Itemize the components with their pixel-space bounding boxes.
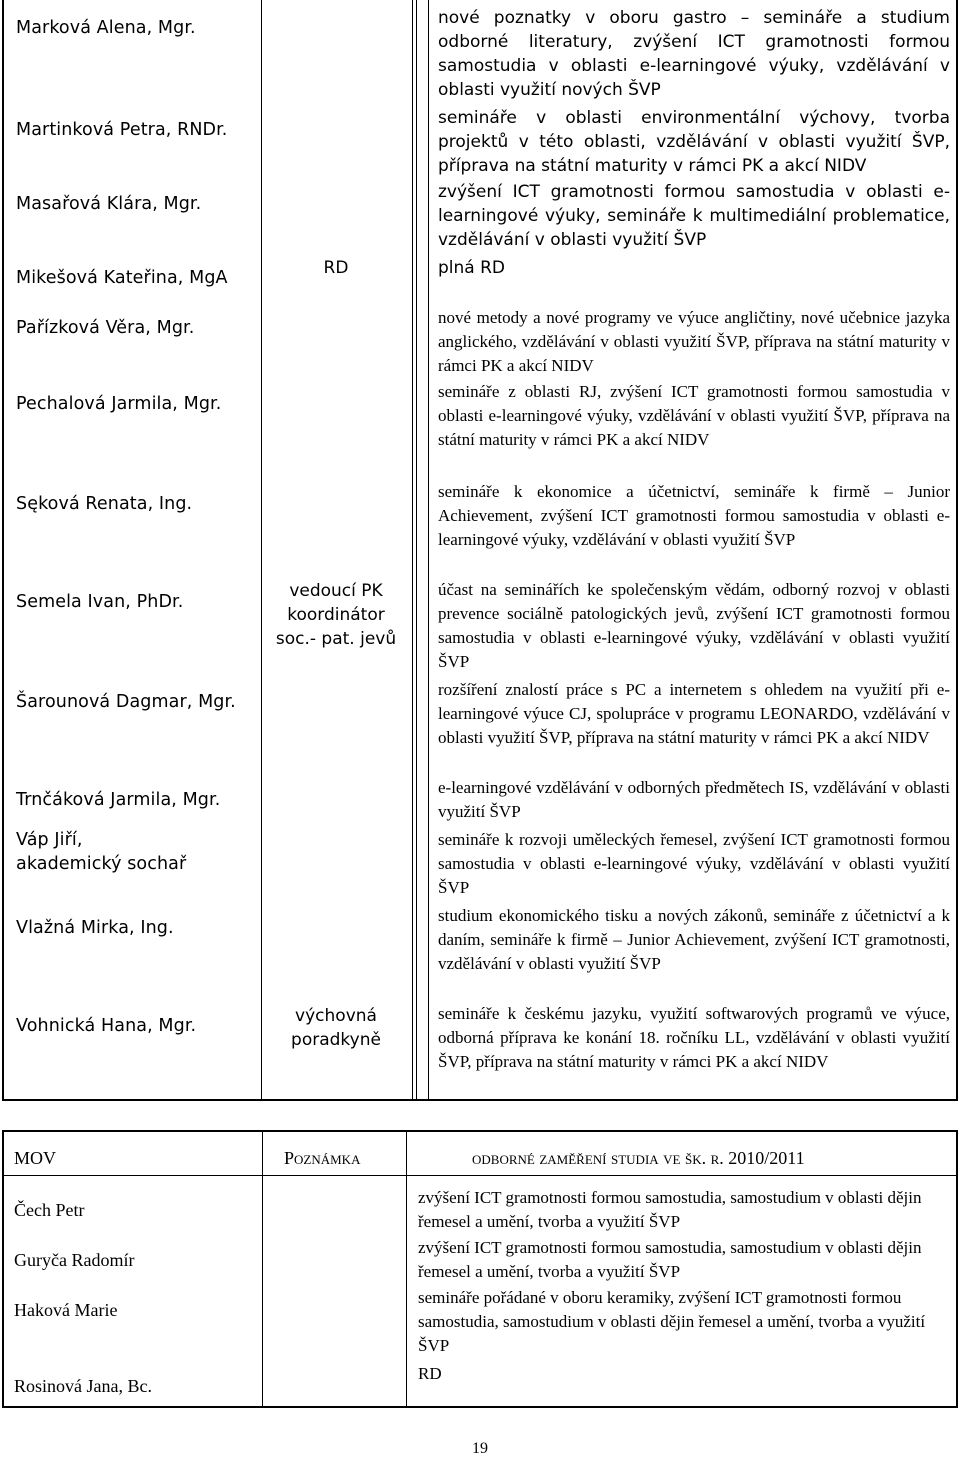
header-field bbox=[472, 1146, 805, 1170]
header-divider bbox=[4, 1175, 956, 1176]
mov-name: Haková Marie bbox=[14, 1300, 118, 1320]
header-field-year: 2010/2011 bbox=[728, 1148, 805, 1168]
staff-name: Vlažná Mirka, Ing. bbox=[16, 918, 174, 938]
staff-table bbox=[2, 0, 958, 1101]
staff-name: Šarounová Dagmar, Mgr. bbox=[16, 692, 236, 712]
training-description: semináře v oblasti environmentální výchovy, tvorba projektů v této oblasti, vzdělávání v oblasti využití ŠVP, příprava na státní maturity v rámci PK a akcí NIDV bbox=[438, 108, 950, 176]
training-description: semináře k českému jazyku, využití softwarových programů ve výuce, odborná příprava ke konání 18. ročníku LL, vzdělávání v oblasti využití ŠVP, příprava na státní maturity v rámci PK a akcí NIDV bbox=[438, 1004, 950, 1071]
staff-name: Vohnická Hana, Mgr. bbox=[16, 1016, 197, 1036]
header-mov: MOV bbox=[14, 1148, 57, 1168]
training-description: semináře z oblasti RJ, zvýšení ICT gramotnosti formou samostudia v oblasti e-learningové výuky, vzdělávání v oblasti využití ŠVP, příprava na státní maturity v rámci PK a akcí NIDV bbox=[438, 382, 950, 449]
column-divider bbox=[428, 0, 429, 1099]
training-description: semináře k ekonomice a účetnictví, semináře k firmě – Junior Achievement, zvýšení ICT gramotnosti formou samostudia v oblasti e-learningové výuky, vzdělávání v oblasti využití ŠVP bbox=[438, 482, 950, 549]
role-coordinator-scope: soc.- pat. jevů bbox=[275, 629, 397, 649]
staff-name: Mikešová Kateřina, MgA bbox=[16, 268, 228, 288]
staff-name: Váp Jiří, bbox=[16, 830, 83, 850]
staff-name: Pechalová Jarmila, Mgr. bbox=[16, 394, 222, 414]
staff-name: Masařová Klára, Mgr. bbox=[16, 194, 202, 214]
staff-name: Trnčáková Jarmila, Mgr. bbox=[16, 790, 221, 810]
training-description: nové poznatky v oboru gastro – semináře a studium odborné literatury, zvýšení ICT gramotnosti formou samostudia v oblasti e-learningové výuky, vzdělávání v oblasti využití nových ŠVP bbox=[438, 8, 950, 100]
header-field-label: odborné zaměření studia ve šk. r. bbox=[472, 1148, 724, 1168]
training-description: plná RD bbox=[438, 258, 506, 278]
mov-note: zvýšení ICT gramotnosti formou samostudia, samostudium v oblasti dějin řemesel a umění, tvorba a využití ŠVP bbox=[418, 1188, 922, 1231]
column-divider bbox=[261, 0, 262, 1099]
mov-note: RD bbox=[418, 1364, 442, 1383]
mov-name: Guryča Radomír bbox=[14, 1250, 135, 1270]
training-description: rozšíření znalostí práce s PC a internetem s ohledem na využití při e-learningové výuce CJ, spolupráce v programu LEONARDO, vzdělávání v oblasti využití ŠVP, příprava na státní maturity v rámci PK a akcí NIDV bbox=[438, 680, 950, 747]
training-description: studium ekonomického tisku a nových zákonů, semináře z účetnictví a k daním, semináře k firmě – Junior Achievement, zvýšení ICT gramotnosti, vzdělávání v oblasti využití ŠVP bbox=[438, 906, 950, 973]
staff-name: Pařízková Věra, Mgr. bbox=[16, 318, 195, 338]
mov-name: Rosinová Jana, Bc. bbox=[14, 1376, 152, 1396]
column-divider bbox=[262, 1132, 263, 1406]
mov-note: semináře pořádané v oboru keramiky, zvýšení ICT gramotnosti formou samostudia, samostudium v oblasti dějin řemesel a umění, tvorba a využití ŠVP bbox=[418, 1288, 926, 1355]
training-description: semináře k rozvoji uměleckých řemesel, zvýšení ICT gramotnosti formou samostudia v oblasti e-learningové výuky, vzdělávání v oblasti využití ŠVP bbox=[438, 830, 950, 897]
staff-name: Sęková Renata, Ing. bbox=[16, 494, 193, 514]
role-counselor: výchovná bbox=[295, 1006, 377, 1026]
page-number: 19 bbox=[472, 1440, 488, 1457]
header-note: Poznámka bbox=[284, 1148, 361, 1168]
role-coordinator: koordinátor bbox=[287, 605, 385, 625]
training-description: nové metody a nové programy ve výuce angličtiny, nové učebnice jazyka anglického, vzdělávání v oblasti využití ŠVP, příprava na státní maturity v rámci PK a akcí NIDV bbox=[438, 308, 950, 375]
mov-table bbox=[2, 1130, 958, 1408]
staff-name-title: akademický sochař bbox=[16, 854, 187, 874]
staff-name: Semela Ivan, PhDr. bbox=[16, 592, 184, 612]
role-rd: RD bbox=[323, 258, 349, 278]
column-divider bbox=[406, 1132, 407, 1406]
role-head-pk: vedoucí PK bbox=[289, 581, 383, 601]
role-counselor-2: poradkyně bbox=[291, 1030, 381, 1050]
training-description: zvýšení ICT gramotnosti formou samostudia v oblasti e-learningové výuky, semináře k multimediální problematice, vzdělávání v oblasti využití ŠVP bbox=[438, 182, 950, 250]
staff-name: Martinková Petra, RNDr. bbox=[16, 120, 228, 140]
staff-name: Marková Alena, Mgr. bbox=[16, 18, 196, 38]
training-description: účast na seminářích ke společenským vědám, odborný rozvoj v oblasti prevence sociálně patologických jevů, zvýšení ICT gramotnosti formou samostudia v oblasti e-learningové výuky, vzdělávání v oblasti využití ŠVP bbox=[438, 580, 950, 671]
column-divider-double bbox=[412, 0, 417, 1099]
mov-name: Čech Petr bbox=[14, 1200, 85, 1220]
training-description: e-learningové vzdělávání v odborných předmětech IS, vzdělávání v oblasti využití ŠVP bbox=[438, 778, 950, 821]
mov-note: zvýšení ICT gramotnosti formou samostudia, samostudium v oblasti dějin řemesel a umění, tvorba a využití ŠVP bbox=[418, 1238, 922, 1281]
